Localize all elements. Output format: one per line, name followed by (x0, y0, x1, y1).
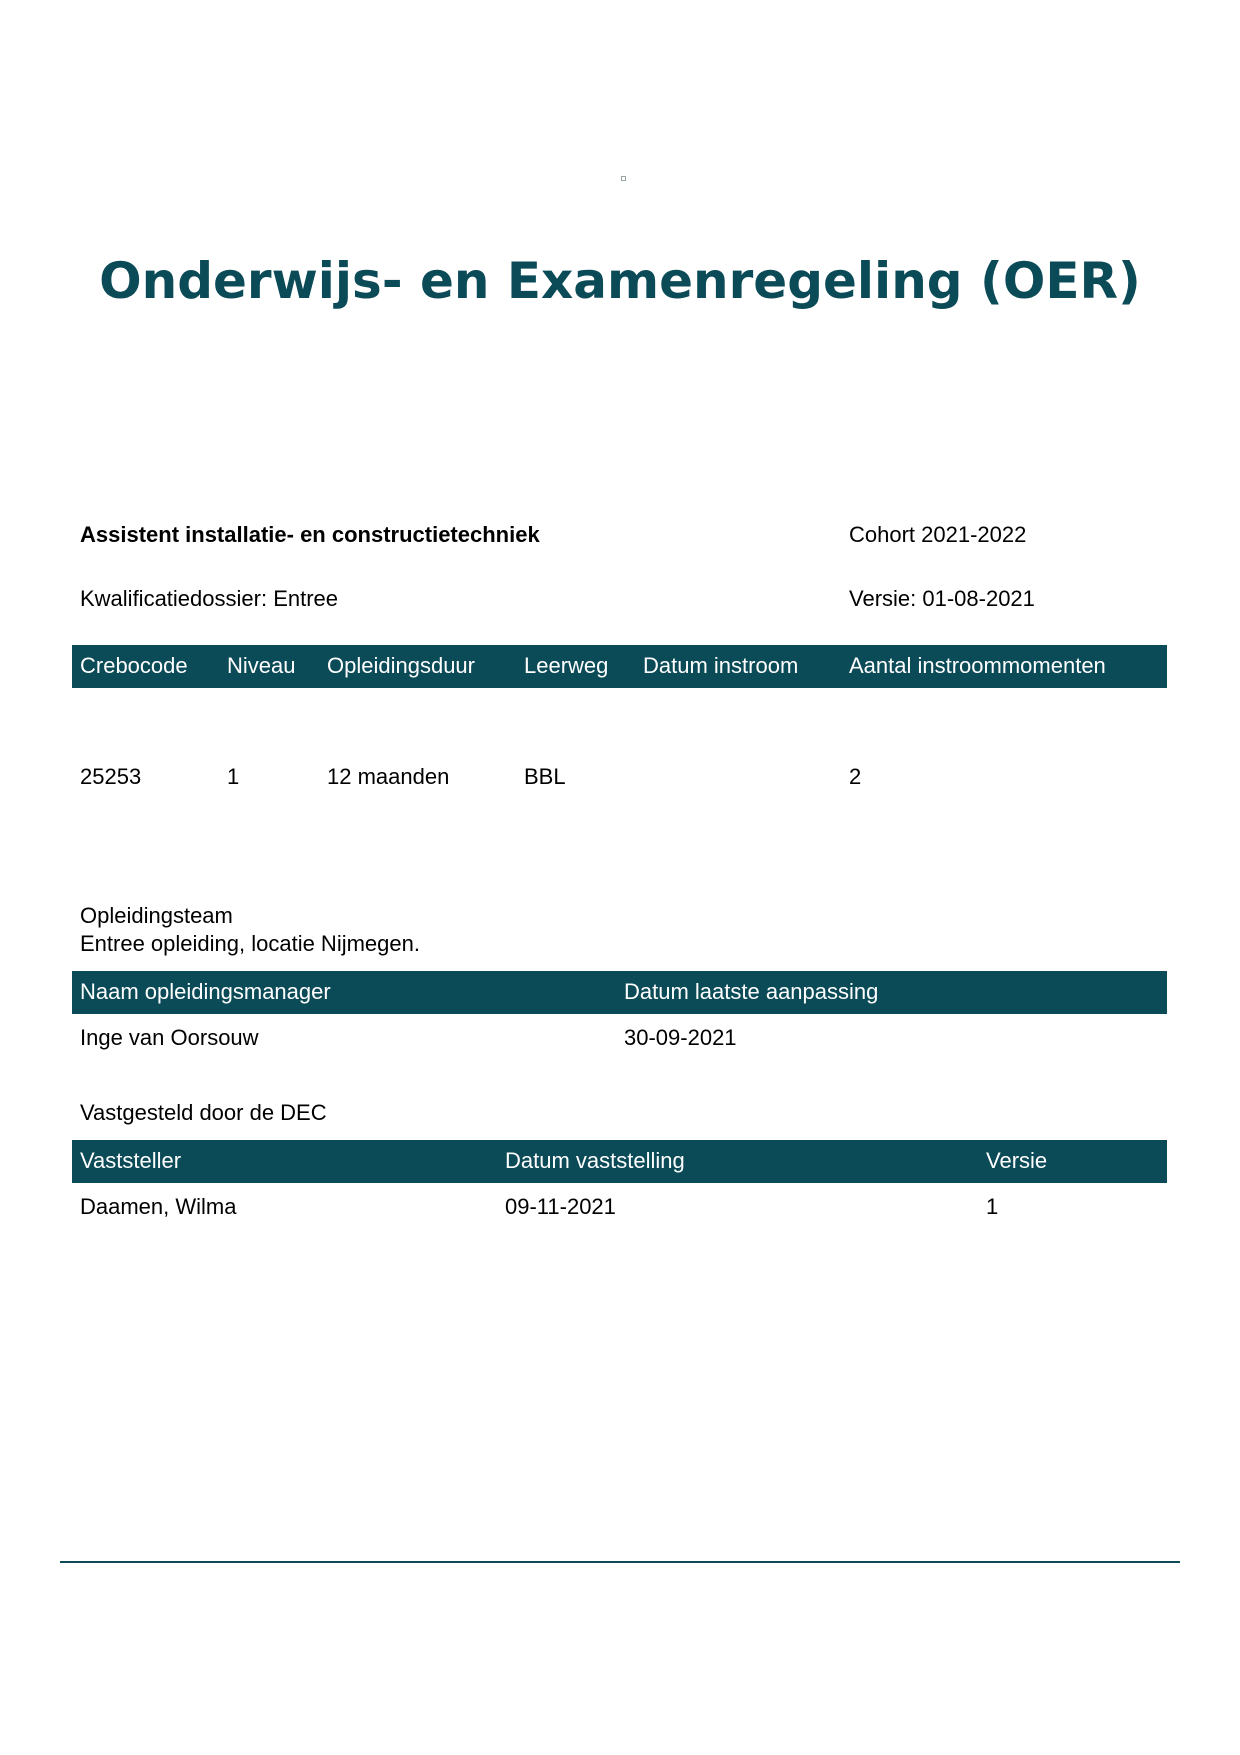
footer-divider (60, 1561, 1180, 1563)
header-naam-opleidingsmanager: Naam opleidingsmanager (80, 979, 331, 1004)
placeholder-box-icon (621, 176, 626, 181)
versie-label: Versie: 01-08-2021 (849, 586, 1035, 611)
cell-opleidingsduur: 12 maanden (327, 764, 450, 789)
header-opleidingsduur: Opleidingsduur (327, 653, 475, 678)
header-aantal-instroommomenten: Aantal instroommomenten (849, 653, 1106, 678)
page-title: Onderwijs- en Examenregeling (OER) (99, 252, 1141, 310)
cell-datum-vaststelling: 09-11-2021 (505, 1194, 616, 1219)
cell-opleidingsmanager: Inge van Oorsouw (80, 1025, 259, 1050)
dec-label: Vastgesteld door de DEC (80, 1100, 327, 1125)
header-niveau: Niveau (227, 653, 296, 678)
education-table-header (72, 645, 1167, 688)
cell-niveau: 1 (227, 764, 240, 789)
cell-laatste-aanpassing: 30-09-2021 (624, 1025, 737, 1050)
cell-vaststeller: Daamen, Wilma (80, 1194, 237, 1219)
dec-table-header (72, 1140, 1167, 1183)
header-datum-vaststelling: Datum vaststelling (505, 1148, 685, 1173)
cohort-label: Cohort 2021-2022 (849, 522, 1027, 547)
kwalificatiedossier-label: Kwalificatiedossier: Entree (80, 586, 339, 611)
team-description: Entree opleiding, locatie Nijmegen. (80, 931, 420, 956)
header-crebocode: Crebocode (80, 653, 188, 678)
cell-crebocode: 25253 (80, 764, 142, 789)
header-datum-instroom: Datum instroom (643, 653, 799, 678)
team-label: Opleidingsteam (80, 903, 233, 928)
header-versie: Versie (986, 1148, 1048, 1173)
cell-versie: 1 (986, 1194, 999, 1219)
header-vaststeller: Vaststeller (80, 1148, 182, 1173)
cell-leerweg: BBL (524, 764, 566, 789)
header-leerweg: Leerweg (524, 653, 609, 678)
manager-table-header (72, 971, 1167, 1014)
header-datum-laatste-aanpassing: Datum laatste aanpassing (624, 979, 879, 1004)
cell-aantal-instroommomenten: 2 (849, 764, 862, 789)
opleiding-name: Assistent installatie- en constructietechniek (80, 522, 540, 547)
